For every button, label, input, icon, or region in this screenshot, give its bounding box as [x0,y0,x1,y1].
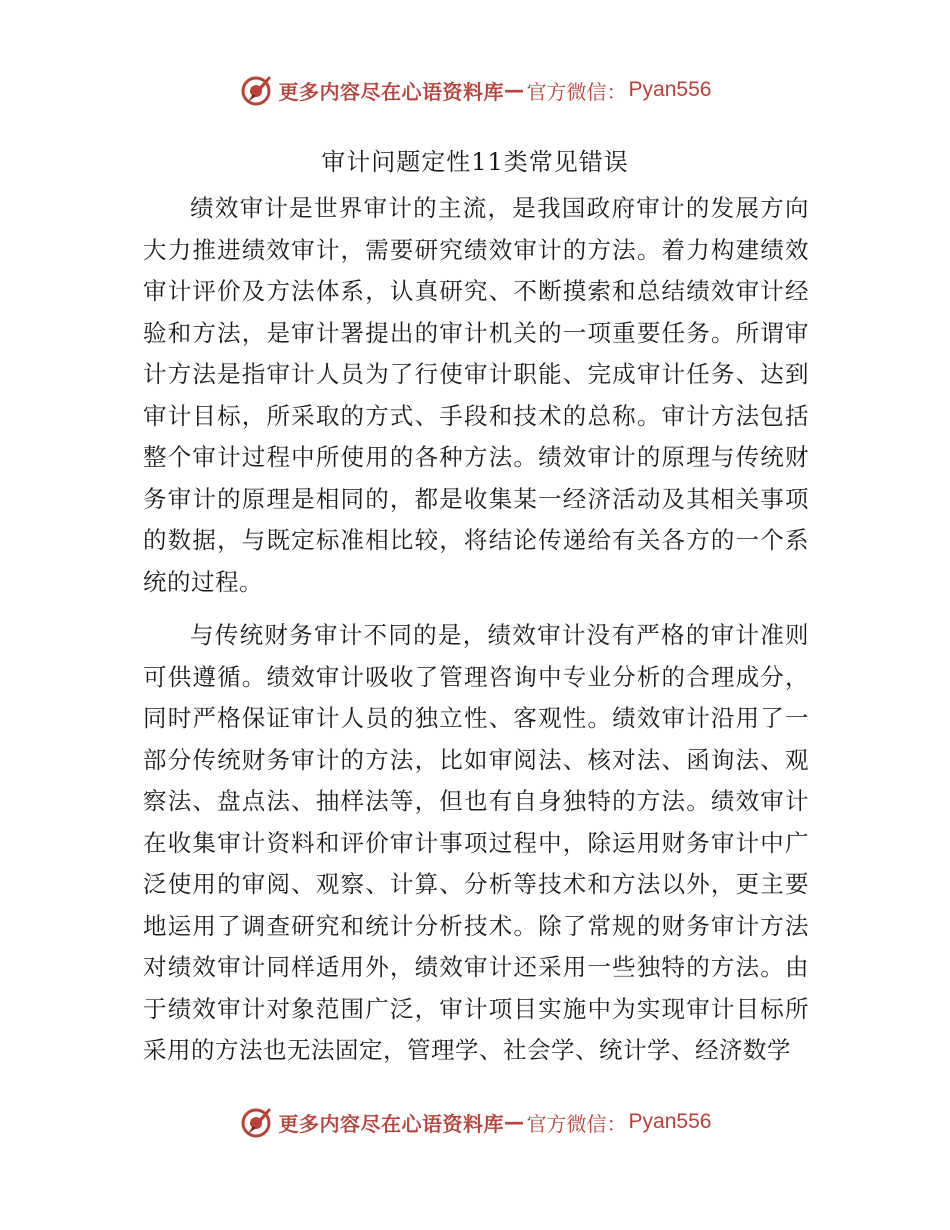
banner-text [279,76,712,105]
banner-text [279,1108,712,1137]
quill-seal-icon [239,1104,275,1140]
wechat-id: Pyan556 [628,78,712,101]
document-title: 审计问题定性11类常见错误 [321,148,629,176]
banner-dash: — [504,78,525,102]
quill-seal-icon [239,72,275,108]
header-banner [0,68,950,112]
banner-slogan: 更多内容尽在心语资料库 [278,79,505,104]
paragraph-2: 与传统财务审计不同的是，绩效审计没有严格的审计准则可供遵循。绩效审计吸收了管理咨询中专业分析的合理成分，同时严格保证审计人员的独立性、客观性。绩效审计沿用了一部分传统财务审计的方法，比如审阅法、核对法、函询法、观察法、盘点法、抽样法等，但也有自身独特的方法。绩效审计在收集审计资料和评价审计事项过程中，除运用财务审计中广泛使用的审阅、观察、计算、分析等技术和方法以外，更主要地运用了调查研究和统计分析技术。除了常规的财务审计方法对绩效审计同样适用外，绩效审计还采用一些独特的方法。由于绩效审计对象范围广泛，审计项目实施中为实现审计目标所采用的方法也无法固定，管理学、社会学、统计学、经济数学 [143,621,809,1064]
document-body [143,188,809,1084]
wechat-label: 官方微信： [526,79,627,104]
paragraph-1: 绩效审计是世界审计的主流，是我国政府审计的发展方向大力推进绩效审计，需要研究绩效审计的方法。着力构建绩效审计评价及方法体系，认真研究、不断摸索和总结绩效审计经验和方法，是审计署提出的审计机关的一项重要任务。所谓审计方法是指审计人员为了行使审计职能、完成审计任务、达到审计目标，所采取的方式、手段和技术的总称。审计方法包括整个审计过程中所使用的各种方法。绩效审计的原理与传统财务审计的原理是相同的，都是收集某一经济活动及其相关事项的数据，与既定标准相比较，将结论传递给有关各方的一个系统的过程。 [143,194,809,596]
banner-slogan: 更多内容尽在心语资料库 [278,1111,505,1136]
wechat-label: 官方微信： [526,1111,627,1136]
wechat-id: Pyan556 [628,1110,712,1133]
footer-banner [0,1100,950,1144]
banner-dash: — [504,1110,525,1134]
